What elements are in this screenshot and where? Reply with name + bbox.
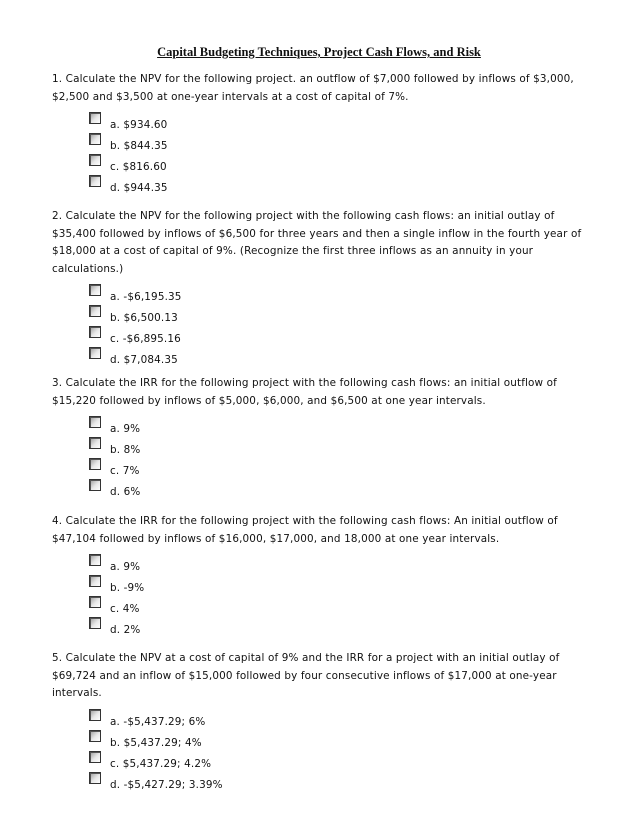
answer-option[interactable] bbox=[52, 464, 592, 485]
option-label: d. 6% bbox=[110, 486, 141, 498]
answer-options bbox=[52, 422, 592, 506]
question-5 bbox=[52, 650, 592, 799]
answer-option[interactable] bbox=[52, 560, 592, 581]
answer-option[interactable] bbox=[52, 181, 592, 202]
answer-option[interactable] bbox=[52, 290, 592, 311]
option-label: b. 8% bbox=[110, 444, 141, 456]
checkbox-icon[interactable] bbox=[89, 554, 101, 566]
checkbox-icon[interactable] bbox=[89, 709, 101, 721]
checkbox-icon[interactable] bbox=[89, 284, 101, 296]
answer-options bbox=[52, 118, 592, 202]
answer-options bbox=[52, 560, 592, 644]
checkbox-icon[interactable] bbox=[89, 596, 101, 608]
answer-option[interactable] bbox=[52, 736, 592, 757]
answer-option[interactable] bbox=[52, 422, 592, 443]
option-label: a. 9% bbox=[110, 561, 141, 573]
checkbox-icon[interactable] bbox=[89, 458, 101, 470]
checkbox-icon[interactable] bbox=[89, 575, 101, 587]
option-label: b. -9% bbox=[110, 582, 145, 594]
answer-option[interactable] bbox=[52, 602, 592, 623]
checkbox-icon[interactable] bbox=[89, 751, 101, 763]
option-label: c. $816.60 bbox=[110, 161, 167, 173]
option-label: a. -$5,437.29; 6% bbox=[110, 715, 206, 728]
answer-option[interactable] bbox=[52, 311, 592, 332]
checkbox-icon[interactable] bbox=[89, 133, 101, 145]
question-4 bbox=[52, 513, 592, 644]
answer-option[interactable] bbox=[52, 160, 592, 181]
option-label: c. $5,437.29; 4.2% bbox=[110, 757, 212, 770]
option-label: a. $934.60 bbox=[110, 119, 168, 131]
answer-option[interactable] bbox=[52, 581, 592, 602]
question-text: 5. Calculate the NPV at a cost of capital of 9% and the IRR for a project with an initial outlay of $69,724 and an inflow of $15,000 followed by four consecutive inflows of $17,000 at one-year intervals. bbox=[52, 652, 560, 699]
answer-options bbox=[52, 290, 592, 374]
option-label: c. 4% bbox=[110, 603, 140, 615]
checkbox-icon[interactable] bbox=[89, 617, 101, 629]
checkbox-icon[interactable] bbox=[89, 305, 101, 317]
option-label: a. 9% bbox=[110, 423, 141, 435]
answer-options bbox=[52, 715, 592, 799]
option-label: c. -$6,895.16 bbox=[110, 333, 181, 345]
option-label: a. -$6,195.35 bbox=[110, 291, 182, 303]
document-title: Capital Budgeting Techniques, Project Cash Flows, and Risk bbox=[157, 45, 481, 59]
question-3 bbox=[52, 375, 592, 506]
answer-option[interactable] bbox=[52, 353, 592, 374]
answer-option[interactable] bbox=[52, 485, 592, 506]
checkbox-icon[interactable] bbox=[89, 772, 101, 784]
option-label: d. $7,084.35 bbox=[110, 354, 178, 366]
checkbox-icon[interactable] bbox=[89, 416, 101, 428]
checkbox-icon[interactable] bbox=[89, 175, 101, 187]
checkbox-icon[interactable] bbox=[89, 347, 101, 359]
question-text: 2. Calculate the NPV for the following project with the following cash flows: an initial outlay of $35,400 followed by inflows of $6,500 for three years and then a single inflow in the fourth year of $18,000 at a cost of capital of 9%. (Recognize the first three inflows as an annuity in your calculations.) bbox=[52, 210, 582, 275]
question-text: 4. Calculate the IRR for the following project with the following cash flows: An initial outflow of $47,104 followed by inflows of $16,000, $17,000, and 18,000 at one year intervals. bbox=[52, 515, 558, 545]
answer-option[interactable] bbox=[52, 757, 592, 778]
option-label: b. $6,500.13 bbox=[110, 312, 178, 324]
checkbox-icon[interactable] bbox=[89, 112, 101, 124]
checkbox-icon[interactable] bbox=[89, 154, 101, 166]
answer-option[interactable] bbox=[52, 715, 592, 736]
answer-option[interactable] bbox=[52, 139, 592, 160]
question-2 bbox=[52, 208, 592, 374]
question-1 bbox=[52, 71, 592, 202]
question-text: 1. Calculate the NPV for the following project. an outflow of $7,000 followed by inflows of $3,000, $2,500 and $3,500 at one-year intervals at a cost of capital of 7%. bbox=[52, 73, 574, 103]
checkbox-icon[interactable] bbox=[89, 437, 101, 449]
answer-option[interactable] bbox=[52, 118, 592, 139]
answer-option[interactable] bbox=[52, 623, 592, 644]
option-label: d. $944.35 bbox=[110, 182, 168, 194]
checkbox-icon[interactable] bbox=[89, 326, 101, 338]
answer-option[interactable] bbox=[52, 443, 592, 464]
option-label: c. 7% bbox=[110, 465, 140, 477]
option-label: b. $844.35 bbox=[110, 140, 168, 152]
checkbox-icon[interactable] bbox=[89, 479, 101, 491]
answer-option[interactable] bbox=[52, 332, 592, 353]
option-label: b. $5,437.29; 4% bbox=[110, 736, 202, 749]
question-text: 3. Calculate the IRR for the following project with the following cash flows: an initial outflow of $15,220 followed by inflows of $5,000, $6,000, and $6,500 at one year intervals. bbox=[52, 377, 557, 407]
answer-option[interactable] bbox=[52, 778, 592, 799]
option-label: d. 2% bbox=[110, 624, 141, 636]
checkbox-icon[interactable] bbox=[89, 730, 101, 742]
option-label: d. -$5,427.29; 3.39% bbox=[110, 778, 223, 791]
